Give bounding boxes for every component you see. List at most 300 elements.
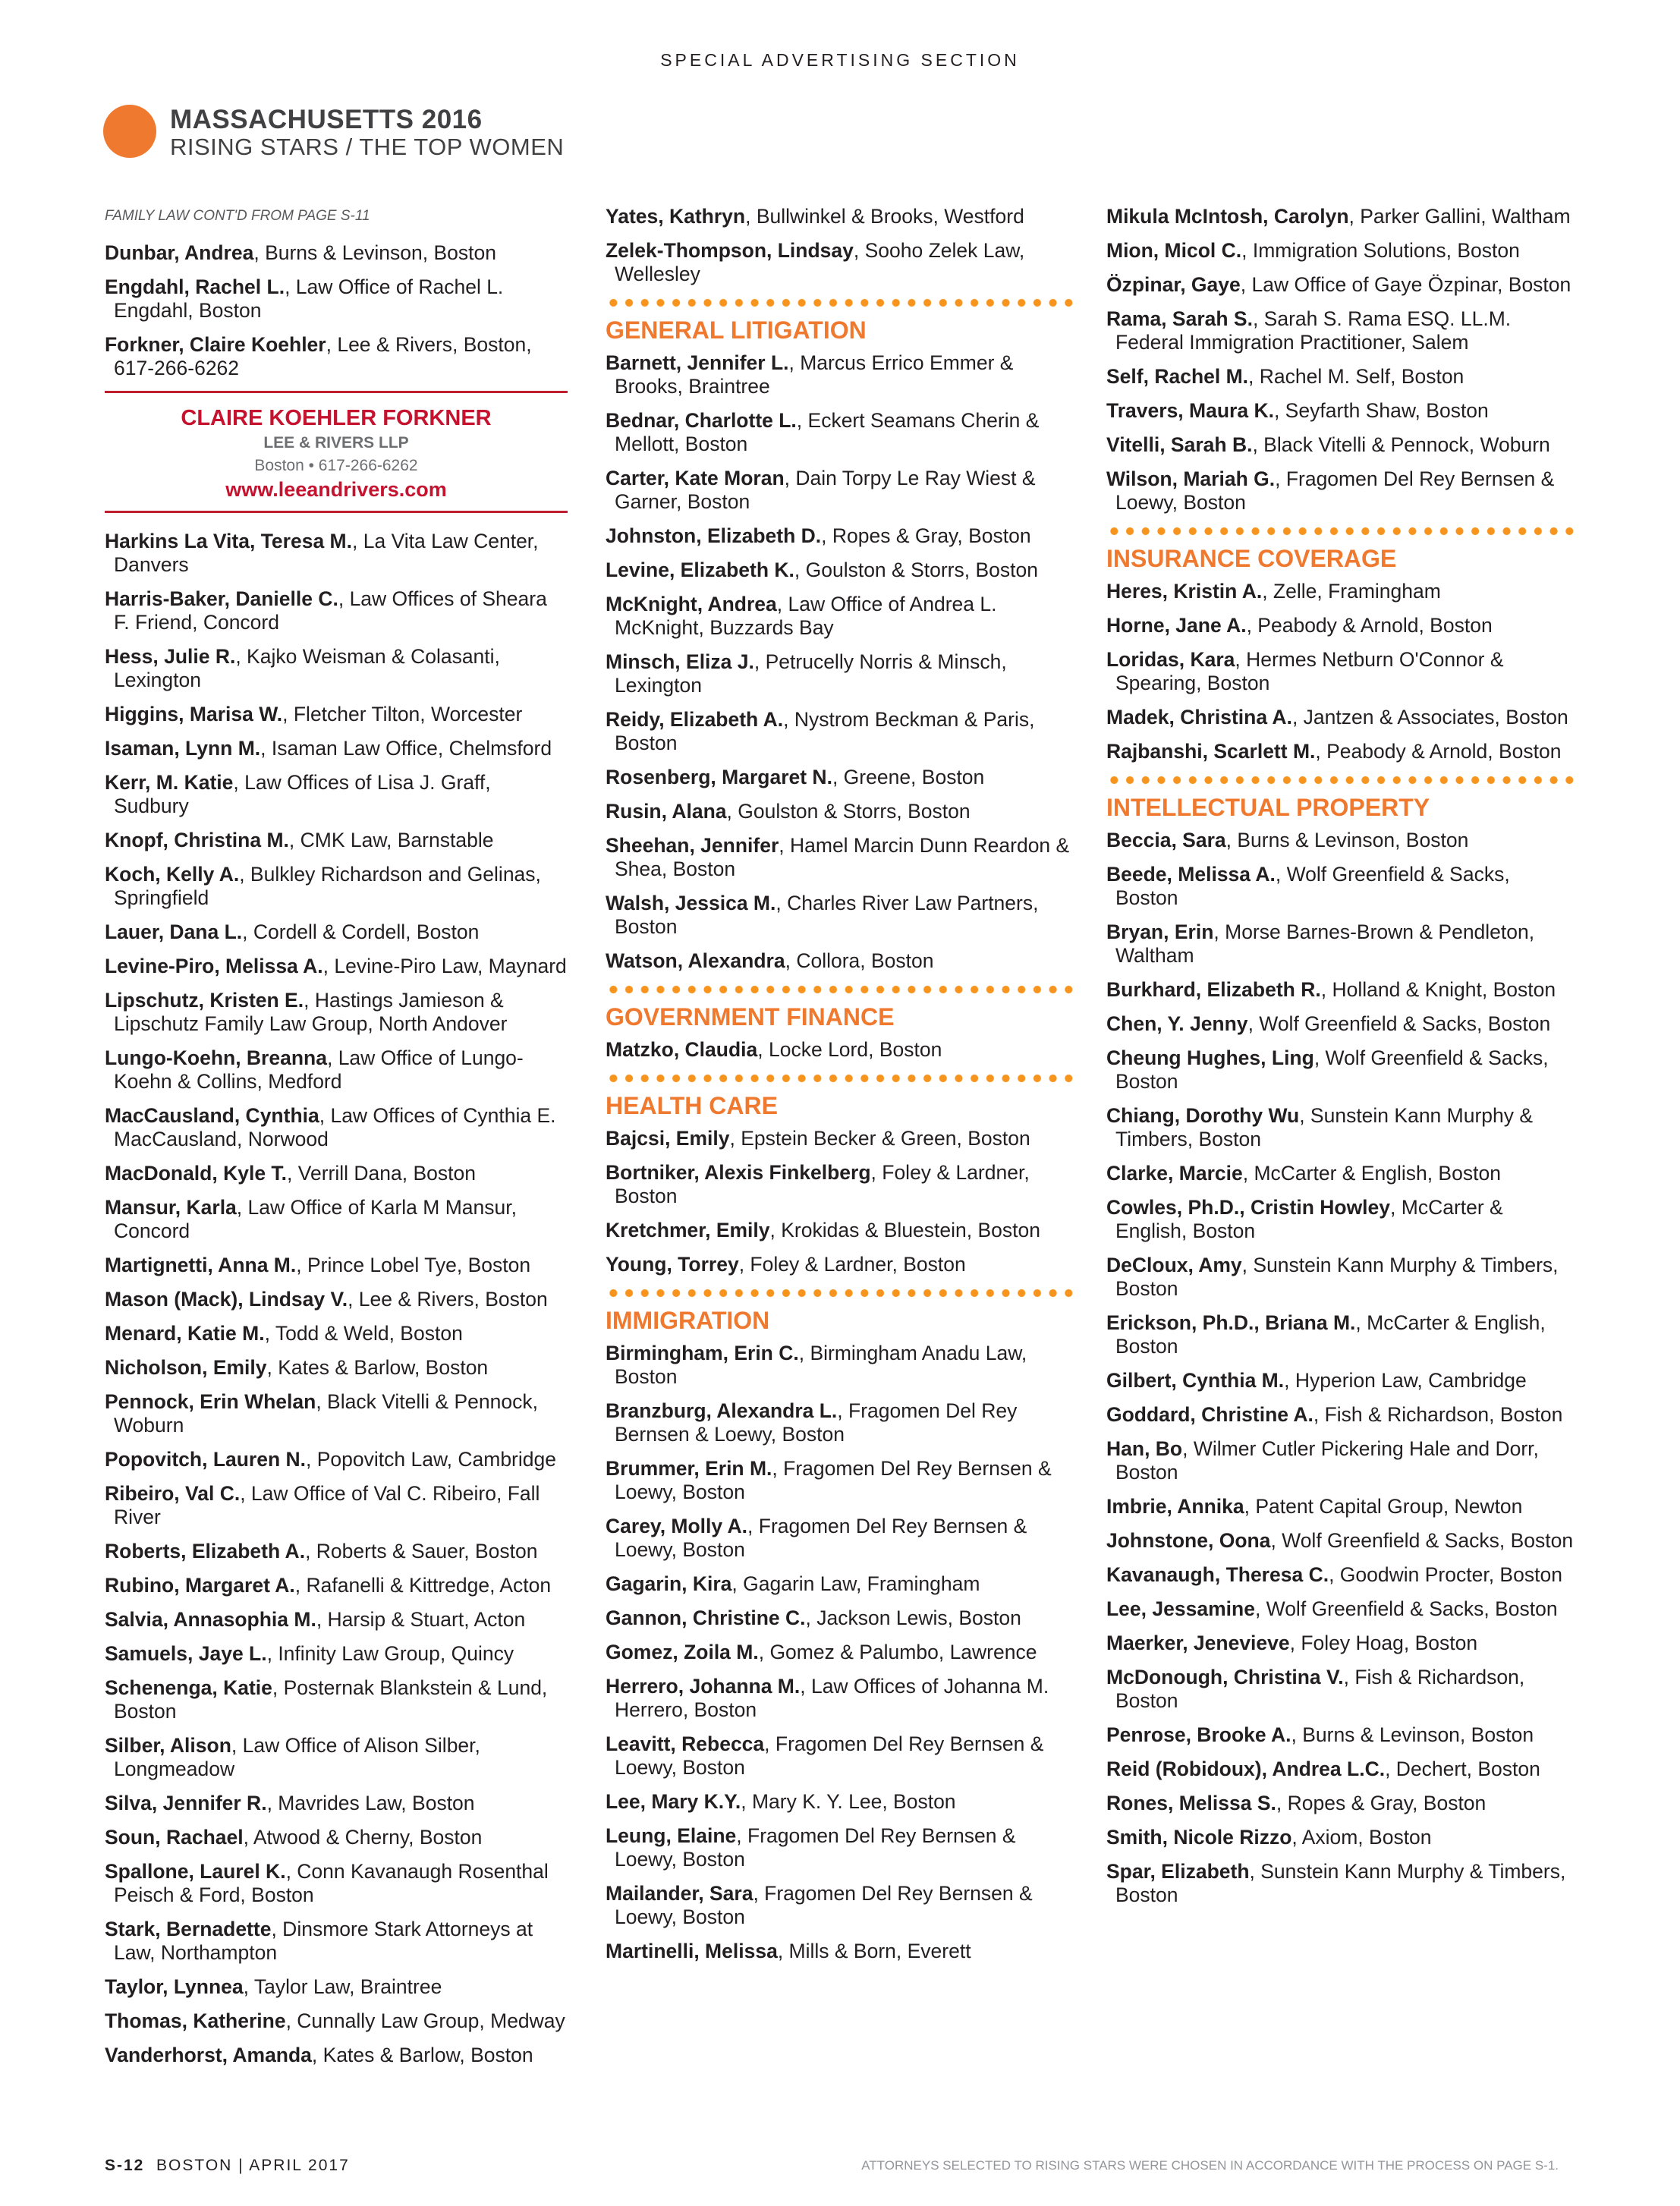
- section-heading: INSURANCE COVERAGE: [1106, 545, 1397, 572]
- attorney-name: Martinelli, Melissa: [606, 1940, 778, 1962]
- attorney-firm: , Fletcher Tilton, Worcester: [282, 703, 523, 725]
- attorney-firm: , Charles River Law Partners, Boston: [615, 892, 1039, 938]
- ad-firm-name: LEE & RIVERS LLP: [263, 434, 409, 452]
- attorney-name: Hess, Julie R.: [105, 645, 236, 668]
- listing-section: [606, 205, 1076, 286]
- attorney-firm: , Gagarin Law, Framingham: [731, 1572, 980, 1595]
- attorney-entry: [105, 1860, 568, 1907]
- attorney-firm: , Nystrom Beckman & Paris, Boston: [615, 708, 1035, 754]
- attorney-firm: , Kates & Barlow, Boston: [311, 2044, 533, 2066]
- attorney-firm: , Burns & Levinson, Boston: [1225, 829, 1469, 851]
- attorney-name: Bednar, Charlotte L.: [606, 409, 797, 432]
- continued-note: FAMILY LAW CONT'D FROM PAGE S-11: [105, 208, 370, 224]
- attorney-name: Walsh, Jessica M.: [606, 892, 776, 914]
- attorney-entry: [606, 1515, 1076, 1562]
- attorney-name: Branzburg, Alexandra L.: [606, 1399, 838, 1422]
- attorney-firm: , Greene, Boston: [832, 766, 985, 788]
- attorney-firm: , Black Vitelli & Pennock, Woburn: [1252, 433, 1550, 456]
- listing-section: [1106, 527, 1577, 763]
- listing-section: [606, 298, 1076, 973]
- attorney-name: Martignetti, Anna M.: [105, 1254, 297, 1276]
- attorney-firm: , Eckert Seamans Cherin & Mellott, Boston: [615, 409, 1040, 455]
- attorney-name: Lauer, Dana L.: [105, 920, 243, 943]
- section-heading: HEALTH CARE: [606, 1092, 778, 1119]
- attorney-firm: , Ropes & Gray, Boston: [1276, 1792, 1487, 1814]
- attorney-entry: [606, 1882, 1076, 1929]
- attorney-entry: [105, 1482, 568, 1529]
- attorney-entry: [105, 1676, 568, 1723]
- attorney-entry: [606, 409, 1076, 456]
- attorney-firm: , Zelle, Framingham: [1262, 580, 1441, 603]
- dotted-divider: [606, 985, 1076, 994]
- attorney-name: Herrero, Johanna M.: [606, 1675, 801, 1698]
- attorney-firm: , Patent Capital Group, Newton: [1244, 1495, 1523, 1518]
- attorney-name: Spar, Elizabeth: [1106, 1860, 1250, 1883]
- attorney-firm: , Law Office of Rachel L. Engdahl, Boston: [114, 275, 504, 322]
- attorney-entry: [1106, 706, 1577, 729]
- attorney-firm: , Fragomen Del Rey Bernsen & Loewy, Boston: [615, 1824, 1016, 1871]
- attorney-firm: , Law Office of Alison Silber, Longmeadow: [114, 1734, 480, 1780]
- attorney-entry: [1106, 978, 1577, 1002]
- attorney-entry: [1106, 1369, 1577, 1393]
- attorney-entry: [1106, 1162, 1577, 1185]
- attorney-name: Bortniker, Alexis Finkelberg: [606, 1161, 871, 1184]
- attorney-name: Imbrie, Annika: [1106, 1495, 1244, 1518]
- attorney-name: Carey, Molly A.: [606, 1515, 748, 1537]
- attorney-name: Brummer, Erin M.: [606, 1457, 772, 1480]
- attorney-firm: , Hastings Jamieson & Lipschutz Family Law Group, North Andover: [114, 989, 508, 1035]
- attorney-entry: [1106, 1403, 1577, 1427]
- attorney-entry: [105, 1918, 568, 1965]
- attorney-firm: , Burns & Levinson, Boston: [1291, 1723, 1534, 1746]
- dotted-divider: [606, 298, 1076, 307]
- attorney-name: Levine-Piro, Melissa A.: [105, 955, 323, 977]
- publication-name: BOSTON | APRIL 2017: [156, 2157, 350, 2174]
- section-heading: IMMIGRATION: [606, 1307, 770, 1334]
- attorney-entry: [606, 524, 1076, 548]
- ad-website-link[interactable]: www.leeandrivers.com: [225, 478, 447, 501]
- attorney-name: Kretchmer, Emily: [606, 1219, 770, 1241]
- attorney-name: Mason (Mack), Lindsay V.: [105, 1288, 348, 1311]
- attorney-entry: [606, 892, 1076, 939]
- attorney-firm: , Dinsmore Stark Attorneys at Law, Northampton: [114, 1918, 533, 1964]
- attorney-entry: [606, 1219, 1076, 1242]
- attorney-firm: , Axiom, Boston: [1291, 1826, 1432, 1849]
- attorney-entry: [105, 2009, 568, 2033]
- section-heading: GENERAL LITIGATION: [606, 316, 867, 344]
- attorney-entry: [105, 275, 568, 323]
- attorney-entry: [1106, 1104, 1577, 1151]
- attorney-name: Taylor, Lynnea: [105, 1975, 244, 1998]
- attorney-name: Engdahl, Rachel L.: [105, 275, 285, 298]
- attorney-entry: [1106, 239, 1577, 263]
- attorney-name: Sheehan, Jennifer: [606, 834, 779, 857]
- attorney-name: Chiang, Dorothy Wu: [1106, 1104, 1300, 1127]
- attorney-firm: , Burns & Levinson, Boston: [253, 241, 496, 264]
- attorney-firm: , Morse Barnes-Brown & Pendleton, Waltham: [1115, 920, 1535, 967]
- attorney-entry: [606, 1824, 1076, 1871]
- attorney-firm: , Kates & Barlow, Boston: [266, 1356, 489, 1379]
- attorney-entry: [1106, 205, 1577, 228]
- attorney-name: Cowles, Ph.D., Cristin Howley: [1106, 1196, 1391, 1219]
- attorney-firm: , Kajko Weisman & Colasanti, Lexington: [114, 645, 500, 691]
- attorney-firm: , Foley & Lardner, Boston: [615, 1161, 1030, 1207]
- attorney-name: Birmingham, Erin C.: [606, 1342, 799, 1364]
- attorney-firm: , Wilmer Cutler Pickering Hale and Dorr, Boston: [1115, 1437, 1539, 1484]
- attorney-firm: , Goodwin Procter, Boston: [1329, 1563, 1562, 1586]
- attorney-entry: [105, 1540, 568, 1563]
- attorney-firm: , Foley Hoag, Boston: [1289, 1632, 1478, 1654]
- attorney-firm: , Roberts & Sauer, Boston: [305, 1540, 538, 1562]
- attorney-entry: [105, 703, 568, 726]
- attorney-entry: [1106, 1826, 1577, 1849]
- attorney-entry: [1106, 365, 1577, 389]
- attorney-name: Heres, Kristin A.: [1106, 580, 1263, 603]
- attorney-name: Lee, Mary K.Y.: [606, 1790, 741, 1813]
- attorney-entry: [606, 1127, 1076, 1150]
- attorney-firm: , Taylor Law, Braintree: [243, 1975, 442, 1998]
- attorney-name: Koch, Kelly A.: [105, 863, 240, 886]
- attorney-name: Gomez, Zoila M.: [606, 1641, 759, 1663]
- attorney-name: Stark, Bernadette: [105, 1918, 272, 1940]
- attorney-entry: [1106, 1723, 1577, 1747]
- attorney-name: Lee, Jessamine: [1106, 1597, 1255, 1620]
- attorney-name: Smith, Nicole Rizzo: [1106, 1826, 1292, 1849]
- attorney-firm: , Petrucelly Norris & Minsch, Lexington: [615, 650, 1007, 697]
- attorney-entry: [606, 1940, 1076, 1963]
- section-heading: GOVERNMENT FINANCE: [606, 1003, 895, 1031]
- attorney-firm: , Peabody & Arnold, Boston: [1246, 614, 1493, 637]
- attorney-name: MacDonald, Kyle T.: [105, 1162, 288, 1185]
- attorney-name: Leung, Elaine: [606, 1824, 737, 1847]
- attorney-firm: , Parker Gallini, Waltham: [1348, 205, 1571, 228]
- attorney-name: Horne, Jane A.: [1106, 614, 1247, 637]
- attorney-firm: , Wolf Greenfield & Sacks, Boston: [1254, 1597, 1558, 1620]
- attorney-firm: , CMK Law, Barnstable: [288, 829, 494, 851]
- attorney-entry: [606, 559, 1076, 582]
- attorney-firm: , Law Office of Val C. Ribeiro, Fall River: [114, 1482, 540, 1528]
- attorney-firm: , Jantzen & Associates, Boston: [1291, 706, 1568, 729]
- attorney-name: Harris-Baker, Danielle C.: [105, 587, 338, 610]
- listing-section: [606, 1074, 1076, 1276]
- attorney-name: Mikula McIntosh, Carolyn: [1106, 205, 1349, 228]
- dotted-divider: [1106, 776, 1577, 785]
- listing-section: [1106, 205, 1577, 515]
- attorney-name: Zelek-Thompson, Lindsay: [606, 239, 854, 262]
- attorney-firm: , Birmingham Anadu Law, Boston: [615, 1342, 1027, 1388]
- attorney-entry: [606, 1790, 1076, 1814]
- attorney-firm: , Gomez & Palumbo, Lawrence: [758, 1641, 1037, 1663]
- attorney-entry: [1106, 1666, 1577, 1713]
- attorney-name: Higgins, Marisa W.: [105, 703, 283, 725]
- attorney-name: Rusin, Alana: [606, 800, 727, 823]
- attorney-firm: , Fragomen Del Rey Bernsen & Loewy, Boston: [615, 1882, 1033, 1928]
- attorney-entry: [606, 949, 1076, 973]
- attorney-entry: [1106, 1495, 1577, 1518]
- attorney-name: Pennock, Erin Whelan: [105, 1390, 316, 1413]
- attorney-firm: , Fish & Richardson, Boston: [1115, 1666, 1525, 1712]
- attorney-name: Beccia, Sara: [1106, 829, 1226, 851]
- attorney-entry: [1106, 1311, 1577, 1358]
- footer-disclaimer: ATTORNEYS SELECTED TO RISING STARS WERE CHOSEN IN ACCORDANCE WITH THE PROCESS ON PAGE S-1.: [861, 2158, 1559, 2173]
- attorney-entry: [105, 2044, 568, 2067]
- attorney-firm: , Fragomen Del Rey Bernsen & Loewy, Boston: [1115, 467, 1555, 514]
- attorney-name: Matzko, Claudia: [606, 1038, 758, 1061]
- attorney-firm: , Conn Kavanaugh Rosenthal Peisch & Ford, Boston: [114, 1860, 549, 1906]
- attorney-firm: , McCarter & English, Boston: [1115, 1311, 1546, 1358]
- attorney-entry: [105, 955, 568, 978]
- attorney-firm: , Law Office of Andrea L. McKnight, Buzzards Bay: [615, 593, 997, 639]
- attorney-name: Erickson, Ph.D., Briana M.: [1106, 1311, 1356, 1334]
- attorney-entry: [606, 766, 1076, 789]
- attorney-name: Roberts, Elizabeth A.: [105, 1540, 306, 1562]
- attorney-name: Forkner, Claire Koehler: [105, 333, 326, 356]
- attorney-firm: , Law Office of Lungo-Koehn & Collins, Medford: [114, 1046, 524, 1093]
- attorney-entry: [105, 1734, 568, 1781]
- attorney-firm: , Epstein Becker & Green, Boston: [729, 1127, 1030, 1150]
- attorney-firm: , Cunnally Law Group, Medway: [285, 2009, 565, 2032]
- attorney-name: Bajcsi, Emily: [606, 1127, 730, 1150]
- attorney-entry: [606, 467, 1076, 514]
- attorney-name: MacCausland, Cynthia: [105, 1104, 319, 1127]
- attorney-firm: , Law Offices of Sheara F. Friend, Concord: [114, 587, 547, 634]
- attorney-firm: , Dain Torpy Le Ray Wiest & Garner, Boston: [615, 467, 1036, 513]
- attorney-firm: , Isaman Law Office, Chelmsford: [260, 737, 552, 760]
- listing-section: [606, 1289, 1076, 1963]
- attorney-entry: [105, 1046, 568, 1094]
- attorney-firm: , Wolf Greenfield & Sacks, Boston: [1270, 1529, 1574, 1552]
- attorney-name: Self, Rachel M.: [1106, 365, 1249, 388]
- attorney-firm: , Sunstein Kann Murphy & Timbers, Boston: [1115, 1254, 1559, 1300]
- attorney-name: Burkhard, Elizabeth R.: [1106, 978, 1321, 1001]
- attorney-entry: [105, 1975, 568, 1999]
- attorney-name: Johnstone, Oona: [1106, 1529, 1271, 1552]
- attorney-firm: , Fragomen Del Rey Bernsen & Loewy, Boston: [615, 1457, 1052, 1503]
- attorney-firm: , Law Office of Karla M Mansur, Concord: [114, 1196, 517, 1242]
- attorney-entry: [105, 333, 568, 380]
- attorney-firm: , Sarah S. Rama ESQ. LL.M. Federal Immigration Practitioner, Salem: [1115, 307, 1512, 354]
- attorney-entry: [606, 1038, 1076, 1062]
- attorney-name: Penrose, Brooke A.: [1106, 1723, 1291, 1746]
- attorney-name: Harkins La Vita, Teresa M.: [105, 530, 352, 552]
- attorney-name: Mion, Micol C.: [1106, 239, 1242, 262]
- column-1: [105, 205, 568, 2078]
- attorney-firm: , Immigration Solutions, Boston: [1241, 239, 1520, 262]
- attorney-firm: , Bulkley Richardson and Gelinas, Springfield: [114, 863, 541, 909]
- attorney-name: Yates, Kathryn: [606, 205, 746, 228]
- attorney-name: Nicholson, Emily: [105, 1356, 267, 1379]
- attorney-firm: , Seyfarth Shaw, Boston: [1273, 399, 1489, 422]
- sponsor-ad-box: [105, 391, 568, 513]
- listing-section: [606, 985, 1076, 1062]
- attorney-entry: [606, 1342, 1076, 1389]
- attorney-entry: [1106, 1758, 1577, 1781]
- attorney-entry: [105, 530, 568, 577]
- attorney-entry: [1106, 433, 1577, 457]
- attorney-name: Maerker, Jenevieve: [1106, 1632, 1290, 1654]
- attorney-entry: [606, 1732, 1076, 1780]
- attorney-entry: [105, 1356, 568, 1380]
- attorney-firm: , McCarter & English, Boston: [1242, 1162, 1501, 1185]
- attorney-entry: [606, 834, 1076, 881]
- attorney-name: Soun, Rachael: [105, 1826, 244, 1849]
- attorney-firm: , Locke Lord, Boston: [757, 1038, 942, 1061]
- attorney-firm: , Ropes & Gray, Boston: [821, 524, 1031, 547]
- attorney-name: Reidy, Elizabeth A.: [606, 708, 784, 731]
- attorney-firm: , Sunstein Kann Murphy & Timbers, Boston: [1115, 1104, 1534, 1150]
- attorney-name: Rubino, Margaret A.: [105, 1574, 295, 1597]
- attorney-name: Gilbert, Cynthia M.: [1106, 1369, 1285, 1392]
- attorney-name: Dunbar, Andrea: [105, 241, 254, 264]
- attorney-name: Popovitch, Lauren N.: [105, 1448, 307, 1471]
- attorney-name: Kavanaugh, Theresa C.: [1106, 1563, 1329, 1586]
- attorney-name: Spallone, Laurel K.: [105, 1860, 286, 1883]
- attorney-name: Menard, Katie M.: [105, 1322, 265, 1345]
- attorney-entry: [1106, 648, 1577, 695]
- attorney-name: Chen, Y. Jenny: [1106, 1012, 1248, 1035]
- attorney-entry: [105, 920, 568, 944]
- attorney-entry: [1106, 1632, 1577, 1655]
- attorney-firm: , Law Offices of Lisa J. Graff, Sudbury: [114, 771, 491, 817]
- attorney-name: McKnight, Andrea: [606, 593, 777, 615]
- attorney-name: Leavitt, Rebecca: [606, 1732, 765, 1755]
- attorney-entry: [105, 1792, 568, 1815]
- attorney-entry: [1106, 399, 1577, 423]
- attorney-firm: , Infinity Law Group, Quincy: [266, 1642, 514, 1665]
- attorney-name: DeCloux, Amy: [1106, 1254, 1242, 1276]
- attorney-name: Kerr, M. Katie: [105, 771, 234, 794]
- attorney-entry: [606, 1457, 1076, 1504]
- attorney-name: Lungo-Koehn, Breanna: [105, 1046, 327, 1069]
- attorney-entry: [1106, 863, 1577, 910]
- attorney-firm: , Wolf Greenfield & Sacks, Boston: [1115, 863, 1510, 909]
- attorney-name: Goddard, Christine A.: [1106, 1403, 1313, 1426]
- attorney-firm: , Lee & Rivers, Boston, 617-266-6262: [114, 333, 532, 379]
- attorney-firm: , Black Vitelli & Pennock, Woburn: [114, 1390, 538, 1437]
- attorney-entry: [1106, 1012, 1577, 1036]
- attorney-entry: [105, 645, 568, 692]
- attorney-entry: [606, 1675, 1076, 1722]
- attorney-entry: [1106, 920, 1577, 968]
- attorney-name: Özpinar, Gaye: [1106, 273, 1241, 296]
- attorney-entry: [606, 800, 1076, 823]
- attorney-name: Vanderhorst, Amanda: [105, 2044, 312, 2066]
- attorney-name: Clarke, Marcie: [1106, 1162, 1243, 1185]
- attorney-entry: [105, 989, 568, 1036]
- attorney-entry: [606, 1161, 1076, 1208]
- attorney-firm: , Jackson Lewis, Boston: [805, 1607, 1021, 1629]
- attorney-firm: , Mavrides Law, Boston: [266, 1792, 475, 1814]
- attorney-entry: [606, 708, 1076, 755]
- attorney-firm: , Mills & Born, Everett: [777, 1940, 971, 1962]
- attorney-entry: [606, 205, 1076, 228]
- attorney-name: Ribeiro, Val C.: [105, 1482, 241, 1505]
- attorney-entry: [1106, 1254, 1577, 1301]
- footer-folio: [105, 2157, 350, 2175]
- attorney-firm: , Atwood & Cherny, Boston: [243, 1826, 483, 1849]
- attorney-entry: [1106, 273, 1577, 297]
- attorney-name: Levine, Elizabeth K.: [606, 559, 794, 581]
- attorney-entry: [105, 1608, 568, 1632]
- listing-section: [1106, 776, 1577, 1907]
- attorney-firm: , Prince Lobel Tye, Boston: [296, 1254, 531, 1276]
- attorney-firm: , Law Offices of Johanna M. Herrero, Boston: [615, 1675, 1049, 1721]
- attorney-name: Knopf, Christina M.: [105, 829, 289, 851]
- attorney-entry: [105, 771, 568, 818]
- attorney-entry: [105, 829, 568, 852]
- attorney-firm: , Hyperion Law, Cambridge: [1284, 1369, 1527, 1392]
- attorney-name: Reid (Robidoux), Andrea L.C.: [1106, 1758, 1386, 1780]
- attorney-name: Silber, Alison: [105, 1734, 231, 1757]
- attorney-entry: [1106, 1196, 1577, 1243]
- listing-section: [105, 391, 568, 2067]
- attorney-entry: [1106, 740, 1577, 763]
- attorney-firm: , Sooho Zelek Law, Wellesley: [615, 239, 1025, 285]
- logo-subtitle: RISING STARS / THE TOP WOMEN: [170, 134, 565, 160]
- attorney-entry: [1106, 580, 1577, 603]
- attorney-entry: [105, 1254, 568, 1277]
- attorney-name: Rama, Sarah S.: [1106, 307, 1253, 330]
- attorney-name: Loridas, Kara: [1106, 648, 1235, 671]
- attorney-firm: , Popovitch Law, Cambridge: [306, 1448, 556, 1471]
- attorney-name: Lipschutz, Kristen E.: [105, 989, 304, 1012]
- attorney-name: Carter, Kate Moran: [606, 467, 785, 489]
- listing-section: [105, 208, 568, 380]
- attorney-firm: , Bullwinkel & Brooks, Westford: [745, 205, 1024, 228]
- attorney-firm: , Cordell & Cordell, Boston: [242, 920, 480, 943]
- attorney-entry: [105, 1448, 568, 1471]
- attorney-entry: [105, 241, 568, 265]
- attorney-entry: [1106, 307, 1577, 354]
- attorney-entry: [606, 1399, 1076, 1446]
- attorney-entry: [1106, 1563, 1577, 1587]
- attorney-entry: [1106, 1437, 1577, 1484]
- attorney-entry: [1106, 1597, 1577, 1621]
- attorney-firm: , Hermes Netburn O'Connor & Spearing, Boston: [1115, 648, 1504, 694]
- attorney-entry: [105, 1162, 568, 1185]
- attorney-name: Mailander, Sara: [606, 1882, 753, 1905]
- attorney-firm: , Mary K. Y. Lee, Boston: [741, 1790, 956, 1813]
- orange-circle-icon: [103, 105, 156, 158]
- attorney-name: Rosenberg, Margaret N.: [606, 766, 832, 788]
- column-2: [606, 205, 1076, 1974]
- page-number: S-12: [105, 2157, 145, 2174]
- attorney-name: Rajbanshi, Scarlett M.: [1106, 740, 1316, 763]
- attorney-entry: [105, 587, 568, 634]
- ad-attorney-name: CLAIRE KOEHLER FORKNER: [181, 406, 492, 430]
- attorney-entry: [1106, 1046, 1577, 1094]
- attorney-entry: [606, 650, 1076, 697]
- attorney-entry: [105, 1196, 568, 1243]
- attorney-entry: [105, 1104, 568, 1151]
- attorney-firm: , Fish & Richardson, Boston: [1313, 1403, 1563, 1426]
- attorney-firm: , Fragomen Del Rey Bernsen & Loewy, Boston: [615, 1732, 1044, 1779]
- attorney-entry: [105, 1826, 568, 1849]
- attorney-entry: [105, 1574, 568, 1597]
- attorney-name: Watson, Alexandra: [606, 949, 785, 972]
- attorney-firm: , Holland & Knight, Boston: [1320, 978, 1556, 1001]
- attorney-name: Silva, Jennifer R.: [105, 1792, 267, 1814]
- attorney-name: Han, Bo: [1106, 1437, 1183, 1460]
- attorney-name: Johnston, Elizabeth D.: [606, 524, 822, 547]
- attorney-firm: , Goulston & Storrs, Boston: [726, 800, 971, 823]
- dotted-divider: [1106, 527, 1577, 536]
- attorney-entry: [1106, 614, 1577, 637]
- section-label: SPECIAL ADVERTISING SECTION: [660, 50, 1020, 70]
- attorney-firm: , Wolf Greenfield & Sacks, Boston: [1115, 1046, 1549, 1093]
- attorney-firm: , Dechert, Boston: [1385, 1758, 1540, 1780]
- attorney-firm: , Harsip & Stuart, Acton: [316, 1608, 526, 1631]
